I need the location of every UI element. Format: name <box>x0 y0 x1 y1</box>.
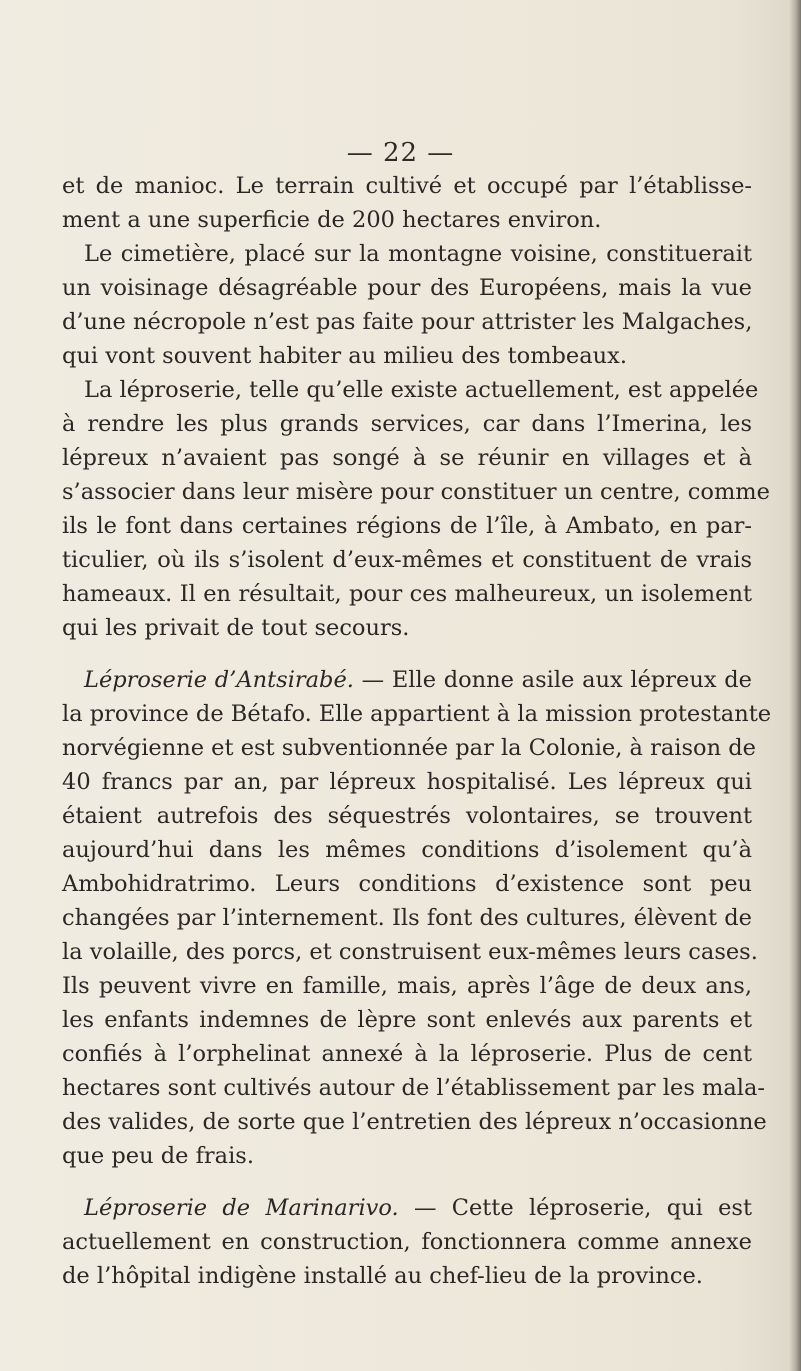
text-line: à rendre les plus grands services, car dans l’Imerina, les <box>62 411 752 437</box>
text-line: étaient autrefois des séquestrés volontaires, se trouvent <box>62 803 752 829</box>
text-line: un voisinage désagréable pour des Européens, mais la vue <box>62 275 752 301</box>
text-line: actuellement en construction, fonctionnera comme annexe <box>62 1229 752 1255</box>
text-run: — Cette léproserie, qui est <box>413 1195 753 1221</box>
text-line: ment a une superficie de 200 hectares environ. <box>62 207 602 233</box>
text-line: hectares sont cultivés autour de l’établissement par les mala- <box>62 1075 765 1101</box>
text-line: lépreux n’avaient pas songé à se réunir en villages et à <box>62 445 752 471</box>
text-line: s’associer dans leur misère pour constituer un centre, comme <box>62 479 770 505</box>
text-line: changées par l’internement. Ils font des cultures, élèvent de <box>62 905 752 931</box>
text-line: confiés à l’orphelinat annexé à la léproserie. Plus de cent <box>62 1041 752 1067</box>
text-line: des valides, de sorte que l’entretien des lépreux n’occasionne <box>62 1109 767 1135</box>
text-line: qui les privait de tout secours. <box>62 615 410 641</box>
text-line: les enfants indemnes de lèpre sont enlevés aux parents et <box>62 1007 752 1033</box>
section-lead-line <box>84 665 752 695</box>
text-run: — Elle donne asile aux lépreux de <box>361 667 752 693</box>
page-edge-shadow <box>789 0 801 1371</box>
text-line: Ils peuvent vivre en famille, mais, après l’âge de deux ans, <box>62 973 752 999</box>
text-line: que peu de frais. <box>62 1143 254 1169</box>
text-line: Le cimetière, placé sur la montagne voisine, constituerait <box>84 241 752 267</box>
text-line: Ambohidratrimo. Leurs conditions d’existence sont peu <box>62 871 752 897</box>
text-line: aujourd’hui dans les mêmes conditions d’isolement qu’à <box>62 837 752 863</box>
text-line: qui vont souvent habiter au milieu des tombeaux. <box>62 343 627 369</box>
text-line: la province de Bétafo. Elle appartient à la mission protestante <box>62 701 772 727</box>
text-line: hameaux. Il en résultait, pour ces malheureux, un isolement <box>62 581 752 607</box>
text-line: 40 francs par an, par lépreux hospitalisé. Les lépreux qui <box>62 769 752 795</box>
text-line: la volaille, des porcs, et construisent eux-mêmes leurs cases. <box>62 939 758 965</box>
text-line: norvégienne et est subventionnée par la Colonie, à raison de <box>62 735 756 761</box>
text-line: d’une nécropole n’est pas faite pour attrister les Malgaches, <box>62 309 753 335</box>
text-line: de l’hôpital indigène installé au chef-lieu de la province. <box>62 1263 703 1289</box>
section-lead-line <box>84 1193 752 1223</box>
page-number: — 22 — <box>346 138 455 168</box>
text-line: et de manioc. Le terrain cultivé et occupé par l’établisse- <box>62 173 752 199</box>
text-line: ticulier, où ils s’isolent d’eux-mêmes et constituent de vrais <box>62 547 752 573</box>
text-line: ils le font dans certaines régions de l’île, à Ambato, en par- <box>62 513 752 539</box>
text-line: La léproserie, telle qu’elle existe actuellement, est appelée <box>84 377 759 403</box>
section-title-marinarivo: Léproserie de Marinarivo. <box>84 1195 399 1221</box>
section-title-antsirabe: Léproserie d’Antsirabé. <box>84 667 354 693</box>
